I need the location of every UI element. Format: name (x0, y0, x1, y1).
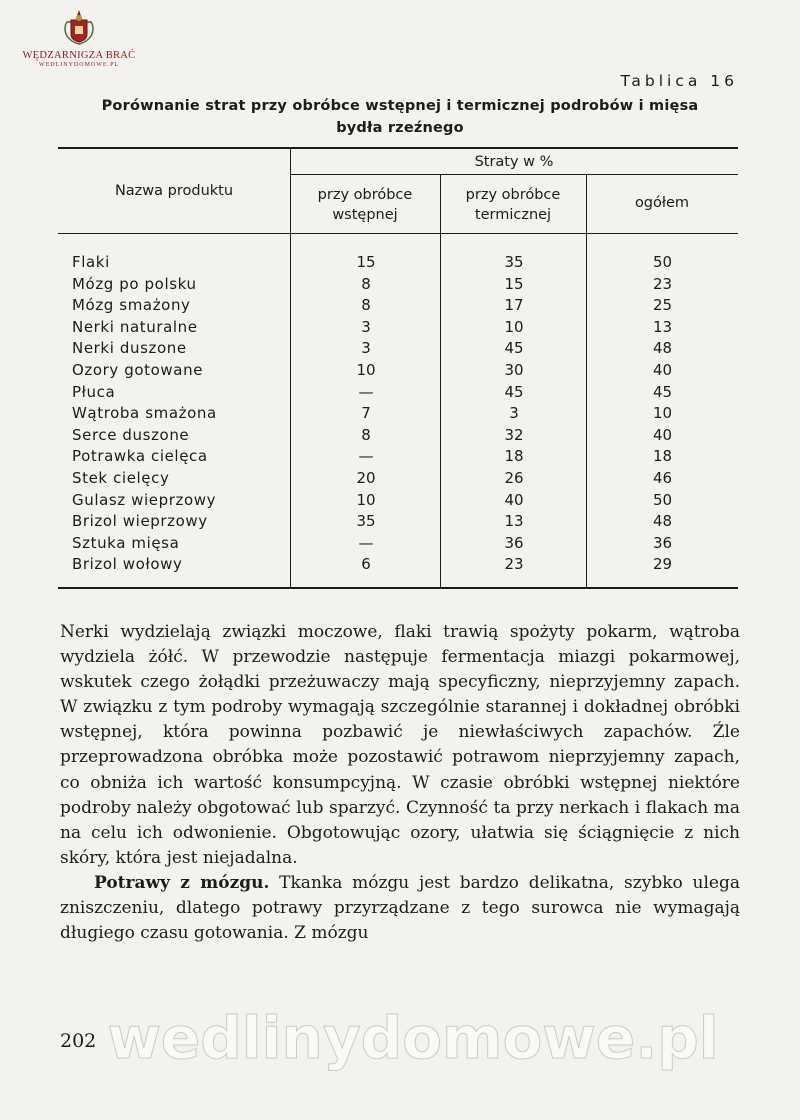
row-total-loss: 18 (652, 447, 673, 466)
row-product-name: Nerki duszone (72, 339, 187, 358)
table-divider (290, 174, 738, 175)
row-pre-loss: 8 (361, 425, 371, 444)
row-product-name: Mózg smażony (72, 296, 191, 315)
section-heading: Potrawy z mózgu. (94, 872, 270, 893)
row-product-name: Płuca (72, 382, 116, 401)
row-thermal-loss: 36 (504, 533, 524, 552)
page-number: 202 (60, 1030, 97, 1052)
row-product-name: Flaki (72, 253, 110, 271)
paragraph-podroby: Nerki wydzielają związki moczowe, flaki trawią spożyty pokarm, wątroba wydziela żółć. W przewodzie następuje fermentacja miazgi pokarmowej, wskutek czego żołądki przeżuwaczy mają specyficzny, nieprzyjemny zapach. W związku z tym podroby wymagają szczególnie starannej i dokładnej obróbki wstępnej, która powinna pozbawić je niewłaściwych zapachów. Źle przeprowadzona obróbka może pozostawić potrawom nieprzyjemny zapach, co obniża ich wartość konsumpcyjną. W czasie obróbki wstępnej niektóre podroby należy obgotować lub sparzyć. Czynność ta przy nerkach i flakach ma na celu ich odwonienie. Obgotowując ozory, ułatwia się ściągnięcie z nich skóry, która jest niejadalna. (60, 622, 740, 868)
row-total-loss: 40 (652, 360, 673, 379)
table-body (58, 252, 738, 576)
watermark: wedlinydomowe.pl (107, 1004, 719, 1072)
row-pre-loss: 8 (361, 296, 371, 315)
row-thermal-loss: 30 (504, 360, 524, 379)
row-thermal-loss: 13 (504, 512, 524, 531)
body-text (60, 620, 740, 946)
table-number: Tablica 16 (620, 72, 738, 90)
table-row (58, 252, 738, 274)
row-pre-loss: 6 (361, 555, 371, 574)
row-total-loss: 10 (652, 404, 673, 423)
row-product-name: Wątroba smażona (72, 404, 217, 423)
table-title-line1: Porównanie strat przy obróbce wstępnej i termicznej podrobów i mięsa (101, 98, 699, 114)
row-total-loss: 46 (652, 468, 673, 487)
row-product-name: Stek cielęcy (72, 468, 170, 487)
row-product-name: Potrawka cielęca (72, 447, 208, 466)
table-row (58, 446, 738, 468)
publisher-logo (14, 8, 144, 68)
row-total-loss: 45 (652, 382, 673, 401)
row-product-name: Brizol wołowy (72, 555, 183, 574)
row-pre-loss: 7 (361, 404, 371, 423)
row-pre-loss: 10 (356, 490, 376, 509)
losses-table (58, 147, 738, 589)
row-pre-loss: 8 (361, 274, 371, 293)
row-thermal-loss: 32 (504, 425, 524, 444)
table-row (58, 554, 738, 576)
row-thermal-loss: 3 (509, 404, 519, 423)
table-row (58, 295, 738, 317)
table-row (58, 425, 738, 447)
row-total-loss: 29 (652, 555, 673, 574)
header-pre-treatment: przy obróbce wstępnej (317, 187, 413, 223)
brand-site: WEDLINYDOMOWE.PL (38, 62, 120, 68)
row-total-loss: 50 (652, 490, 673, 509)
table-row (58, 490, 738, 512)
row-pre-loss: 20 (356, 468, 376, 487)
row-product-name: Nerki naturalne (72, 317, 198, 336)
row-thermal-loss: 40 (504, 490, 524, 509)
row-thermal-loss: 23 (504, 555, 524, 574)
table-row (58, 511, 738, 533)
row-thermal-loss: 45 (504, 382, 524, 401)
table-row (58, 274, 738, 296)
table-row (58, 317, 738, 339)
table-divider (58, 233, 738, 234)
row-pre-loss: 15 (356, 253, 376, 271)
row-thermal-loss: 18 (504, 447, 524, 466)
row-pre-loss: 3 (361, 317, 371, 336)
table-row (58, 360, 738, 382)
row-pre-loss: 10 (356, 360, 376, 379)
header-total: ogółem (634, 195, 690, 211)
row-thermal-loss: 35 (504, 253, 524, 271)
row-total-loss: 48 (652, 339, 673, 358)
row-product-name: Ozory gotowane (72, 360, 204, 379)
row-thermal-loss: 26 (504, 468, 524, 487)
row-thermal-loss: 45 (504, 339, 524, 358)
table-row (58, 338, 738, 360)
row-total-loss: 25 (652, 296, 673, 315)
row-total-loss: 40 (652, 425, 673, 444)
header-thermal-treatment: przy obróbce termicznej (465, 187, 561, 223)
header-losses-group: Straty w % (474, 154, 554, 170)
row-thermal-loss: 17 (504, 296, 524, 315)
row-pre-loss: — (358, 447, 374, 466)
crest-icon (59, 8, 99, 48)
row-total-loss: 50 (652, 253, 673, 271)
row-pre-loss: — (358, 533, 374, 552)
row-thermal-loss: 15 (504, 274, 524, 293)
paragraph-mozg-text: Tkanka mózgu jest bardzo delikatna, szybko ulega zniszczeniu, dlatego potrawy przyrządzane z tego surowca nie wymagają długiego czasu gotowania. Z mózgu (60, 872, 740, 944)
row-total-loss: 36 (652, 533, 673, 552)
table-row (58, 468, 738, 490)
row-product-name: Gulasz wieprzowy (72, 490, 217, 509)
table-title-line2: bydła rzeźnego (336, 120, 464, 136)
table-row (58, 533, 738, 555)
row-total-loss: 48 (652, 512, 673, 531)
row-pre-loss: 3 (361, 339, 371, 358)
table-row (58, 403, 738, 425)
row-thermal-loss: 10 (504, 317, 524, 336)
row-product-name: Brizol wieprzowy (72, 512, 208, 531)
row-product-name: Mózg po polsku (72, 274, 197, 293)
row-pre-loss: 35 (356, 512, 376, 531)
table-row (58, 382, 738, 404)
brand-name: WĘDZARNIGZA BRAĆ (22, 50, 136, 61)
paragraph-mozg (60, 871, 740, 946)
row-product-name: Serce duszone (72, 425, 190, 444)
row-total-loss: 23 (652, 274, 673, 293)
header-product-name: Nazwa produktu (114, 183, 234, 199)
row-total-loss: 13 (652, 317, 673, 336)
row-pre-loss: — (358, 382, 374, 401)
row-product-name: Sztuka mięsa (72, 533, 180, 552)
